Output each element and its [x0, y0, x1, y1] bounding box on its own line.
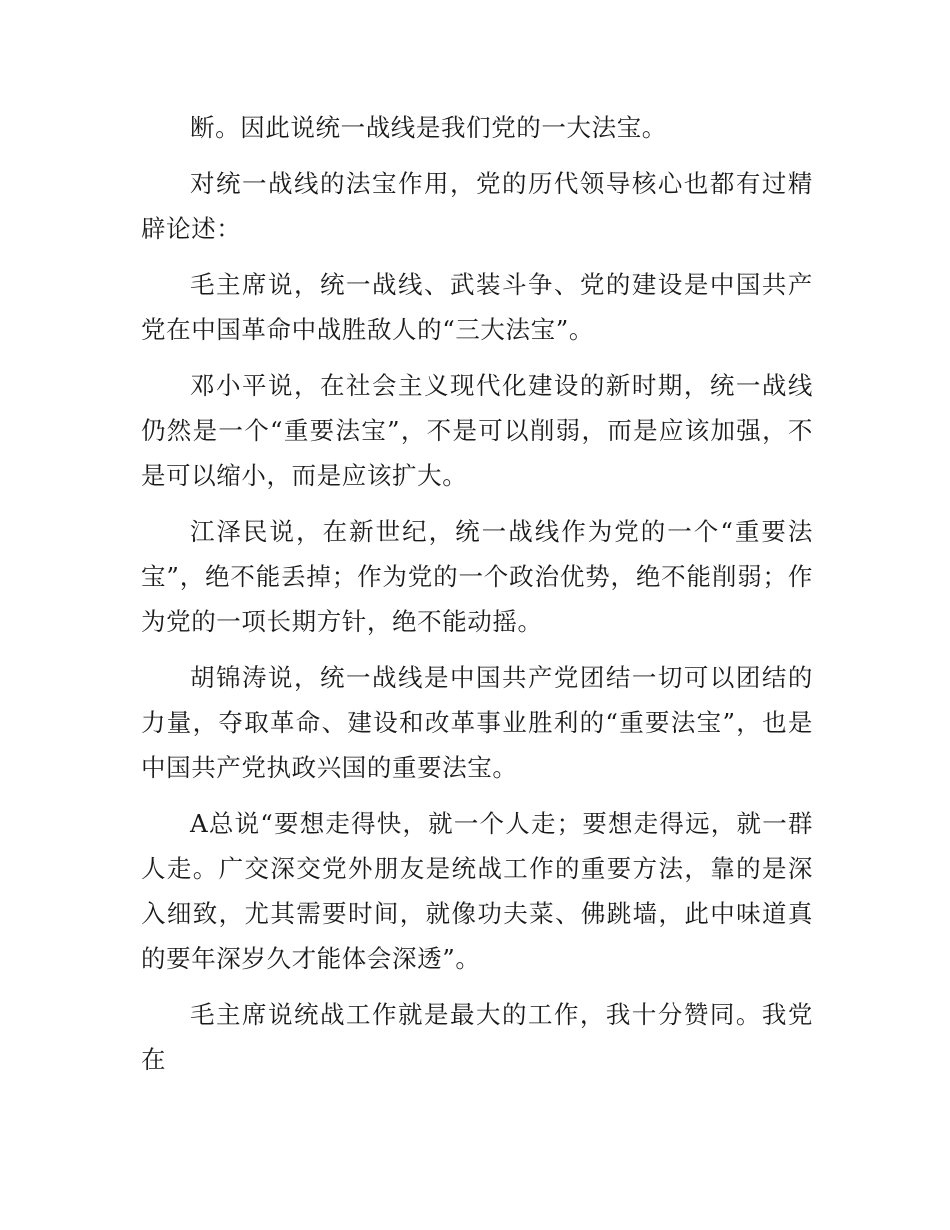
paragraph-1: 断。因此说统一战线是我们党的一大法宝。 — [190, 113, 667, 142]
paragraph-5: 江泽民说，在新世纪，统一战线作为党的一个“重要法宝”，绝不能丢掉；作为党的一个政治优势，绝不能削弱；作为党的一项长期方针，绝不能动摇。 — [141, 517, 813, 636]
paragraph-2: 对统一战线的法宝作用，党的历代领导核心也都有过精辟论述： — [141, 169, 813, 243]
paragraph-8: 毛主席说统战工作就是最大的工作，我十分赞同。我党在 — [141, 1000, 813, 1074]
paragraph-7: A总说“要想走得快，就一个人走；要想走得远，就一群人走。广交深交党外朋友是统战工作的重要方法，靠的是深入细致，尤其需要时间，就像功夫菜、佛跳墙，此中味道真的要年深岁久才能体会深透”。 — [141, 809, 813, 973]
paragraph-3: 毛主席说，统一战线、武装斗争、党的建设是中国共产党在中国革命中战胜敌人的“三大法宝”。 — [141, 270, 813, 344]
document-body — [141, 105, 813, 1093]
paragraph-6: 胡锦涛说，统一战线是中国共产党团结一切可以团结的力量，夺取革命、建设和改革事业胜利的“重要法宝”，也是中国共产党执政兴国的重要法宝。 — [141, 663, 813, 782]
paragraph-4: 邓小平说，在社会主义现代化建设的新时期，统一战线仍然是一个“重要法宝”，不是可以削弱，而是应该加强，不是可以缩小，而是应该扩大。 — [141, 371, 813, 490]
